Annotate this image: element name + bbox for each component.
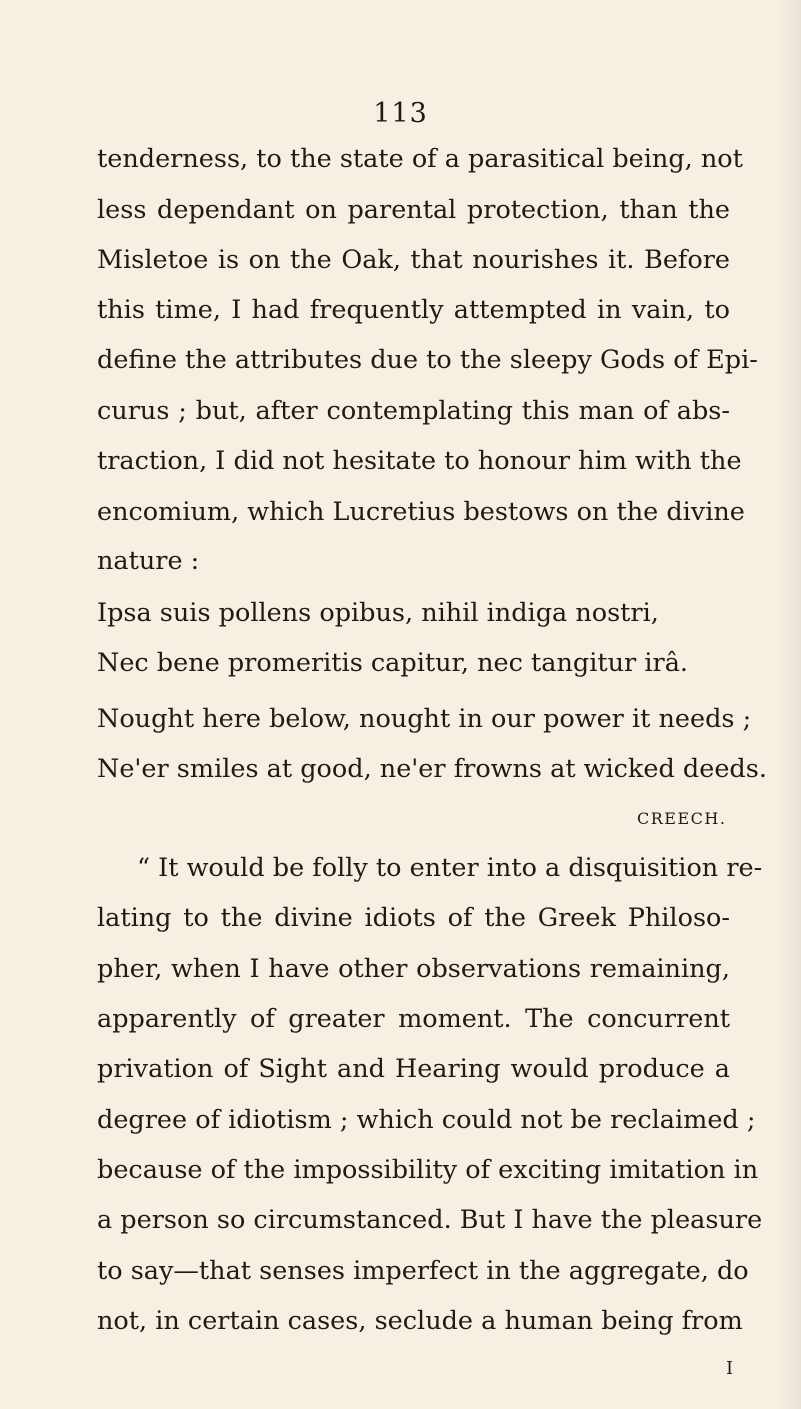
text-line: pher, when I have other observations remaining, [97,954,730,984]
translator-credit: CREECH. [637,809,727,828]
text-line: because of the impossibility of exciting imitation in [97,1155,759,1185]
text-line: not, in certain cases, seclude a human being from [97,1306,743,1336]
page-edge-shadow [779,0,801,1409]
verse-line-english: Nought here below, nought in our power it needs ; [97,704,752,734]
text-line: lating to the divine idiots of the Greek Philoso- [97,903,730,933]
text-line: a person so circumstanced. But I have the pleasure [97,1205,763,1235]
text-line: privation of Sight and Hearing would produce a [97,1054,730,1084]
text-line: “ It would be folly to enter into a disquisition re- [137,853,763,883]
text-line: define the attributes due to the sleepy Gods of Epi- [97,345,758,375]
text-line: curus ; but, after contemplating this man of abs- [97,396,730,426]
text-line: nature : [97,546,200,576]
text-line: apparently of greater moment. The concurrent [97,1004,730,1034]
text-line: degree of idiotism ; which could not be reclaimed ; [97,1105,756,1135]
text-line: less dependant on parental protection, than the [97,195,730,225]
catchword: I [726,1358,734,1379]
page-number: 113 [373,98,428,129]
verse-line-latin: Ipsa suis pollens opibus, nihil indiga nostri, [97,598,659,628]
verse-line-latin: Nec bene promeritis capitur, nec tangitur irâ. [97,648,689,678]
text-line: this time, I had frequently attempted in vain, to [97,295,730,325]
text-line: traction, I did not hesitate to honour him with the [97,446,742,476]
text-line: encomium, which Lucretius bestows on the divine [97,497,745,527]
text-line: tenderness, to the state of a parasitical being, not [97,144,743,174]
verse-line-english: Ne'er smiles at good, ne'er frowns at wicked deeds. [97,754,767,784]
text-line: to say—that senses imperfect in the aggregate, do [97,1256,749,1286]
text-line: Misletoe is on the Oak, that nourishes it. Before [97,245,730,275]
